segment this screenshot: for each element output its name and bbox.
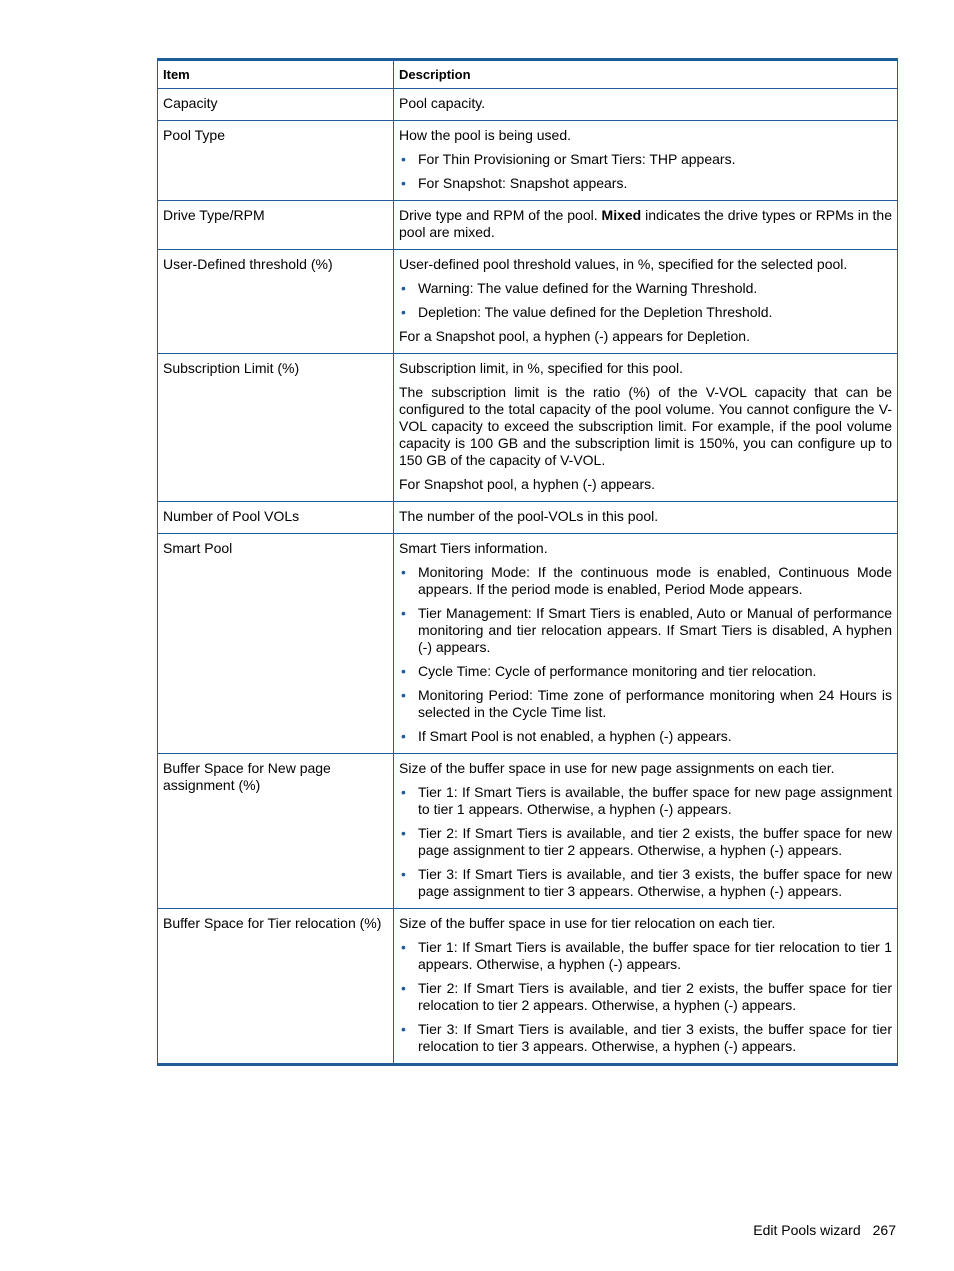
description-paragraph <box>399 95 892 112</box>
row-description-cell <box>394 250 898 354</box>
list-item-text: For Thin Provisioning or Smart Tiers: THP appears. <box>418 151 736 167</box>
list-item <box>401 687 892 721</box>
bullet-icon: • <box>401 825 406 841</box>
page-number: 267 <box>872 1222 896 1238</box>
table-row <box>158 534 898 754</box>
bullet-list <box>399 784 892 900</box>
description-paragraph <box>399 256 892 273</box>
row-item-cell: Subscription Limit (%) <box>158 354 394 502</box>
text-run: User-defined pool threshold values, in %, specified for the selected pool. <box>399 256 848 272</box>
table-row <box>158 502 898 534</box>
bullet-icon: • <box>401 605 406 621</box>
description-paragraph <box>399 760 892 777</box>
list-item <box>401 1021 892 1055</box>
description-paragraph <box>399 207 892 241</box>
list-item <box>401 866 892 900</box>
list-item <box>401 151 892 168</box>
footer-section-title: Edit Pools wizard <box>753 1222 861 1238</box>
row-description-cell <box>394 754 898 909</box>
row-description-cell <box>394 121 898 201</box>
description-paragraph <box>399 384 892 469</box>
text-run: Size of the buffer space in use for tier relocation on each tier. <box>399 915 776 931</box>
text-run: Smart Tiers information. <box>399 540 548 556</box>
row-description-cell <box>394 502 898 534</box>
text-run: How the pool is being used. <box>399 127 571 143</box>
list-item <box>401 663 892 680</box>
row-item-cell: Number of Pool VOLs <box>158 502 394 534</box>
row-item-cell: User-Defined threshold (%) <box>158 250 394 354</box>
table-header-row <box>158 60 898 89</box>
text-run: indicates the drive types or RPMs in the pool are mixed. <box>399 207 893 240</box>
bullet-icon: • <box>401 728 406 744</box>
list-item-text: If Smart Pool is not enabled, a hyphen (-) appears. <box>418 728 732 744</box>
list-item <box>401 784 892 818</box>
list-item-text: Cycle Time: Cycle of performance monitoring and tier relocation. <box>418 663 817 679</box>
table-row <box>158 909 898 1065</box>
text-run: The number of the pool-VOLs in this pool. <box>399 508 659 524</box>
description-paragraph <box>399 540 892 557</box>
list-item <box>401 304 892 321</box>
bullet-icon: • <box>401 663 406 679</box>
table-row <box>158 250 898 354</box>
row-item-cell: Drive Type/RPM <box>158 201 394 250</box>
bullet-list <box>399 151 892 192</box>
text-run: For Snapshot pool, a hyphen (-) appears. <box>399 476 656 492</box>
list-item-text: Tier 3: If Smart Tiers is available, and tier 3 exists, the buffer space for tier relocation to tier 3 appears. Otherwise, a hyphen (-) appears. <box>418 1021 892 1054</box>
text-run: Drive type and RPM of the pool. <box>399 207 602 223</box>
text-run: Size of the buffer space in use for new page assignments on each tier. <box>399 760 835 776</box>
description-paragraph <box>399 360 892 377</box>
list-item <box>401 728 892 745</box>
text-run: Pool capacity. <box>399 95 486 111</box>
table-row <box>158 354 898 502</box>
row-description-cell <box>394 89 898 121</box>
row-item-cell: Capacity <box>158 89 394 121</box>
list-item <box>401 980 892 1014</box>
list-item-text: Tier 1: If Smart Tiers is available, the buffer space for tier relocation to tier 1 appears. Otherwise, a hyphen (-) appears. <box>418 939 892 972</box>
bullet-list <box>399 939 892 1055</box>
list-item <box>401 175 892 192</box>
bullet-icon: • <box>401 564 406 580</box>
bullet-icon: • <box>401 175 406 191</box>
list-item <box>401 280 892 297</box>
row-description-cell <box>394 201 898 250</box>
list-item-text: Monitoring Period: Time zone of performance monitoring when 24 Hours is selected in the Cycle Time list. <box>418 687 892 720</box>
table-row <box>158 121 898 201</box>
list-item-text: Tier Management: If Smart Tiers is enabled, Auto or Manual of performance monitoring and tier relocation appears. If Smart Tiers is disabled, A hyphen (-) appears. <box>418 605 892 655</box>
table-row <box>158 754 898 909</box>
list-item-text: Monitoring Mode: If the continuous mode is enabled, Continuous Mode appears. If the period mode is enabled, Period Mode appears. <box>418 564 892 597</box>
text-run: Subscription limit, in %, specified for this pool. <box>399 360 684 376</box>
list-item-text: Depletion: The value defined for the Depletion Threshold. <box>418 304 773 320</box>
description-paragraph <box>399 508 892 525</box>
list-item <box>401 825 892 859</box>
bullet-icon: • <box>401 866 406 882</box>
text-run: For a Snapshot pool, a hyphen (-) appears for Depletion. <box>399 328 750 344</box>
row-item-cell: Pool Type <box>158 121 394 201</box>
table-row <box>158 89 898 121</box>
text-run: The subscription limit is the ratio (%) of the V-VOL capacity that can be configured to the total capacity of the pool volume. You cannot configure the V-VOL capacity to exceed the subscription limit. For example, if the pool volume capacity is 100 GB and the subscription limit is 150%, you can configure up to 150 GB of the capacity of V-VOL. <box>399 384 892 468</box>
bullet-icon: • <box>401 280 406 296</box>
row-item-cell: Buffer Space for New page assignment (%) <box>158 754 394 909</box>
row-description-cell <box>394 909 898 1065</box>
row-item-cell: Buffer Space for Tier relocation (%) <box>158 909 394 1065</box>
list-item-text: Tier 2: If Smart Tiers is available, and tier 2 exists, the buffer space for tier relocation to tier 2 appears. Otherwise, a hyphen (-) appears. <box>418 980 892 1013</box>
list-item-text: Warning: The value defined for the Warning Threshold. <box>418 280 758 296</box>
list-item-text: Tier 1: If Smart Tiers is available, the buffer space for new page assignment to tier 1 appears. Otherwise, a hyphen (-) appears. <box>418 784 892 817</box>
bullet-list <box>399 564 892 745</box>
description-table <box>157 58 898 1066</box>
bullet-icon: • <box>401 304 406 320</box>
bullet-icon: • <box>401 939 406 955</box>
row-description-cell <box>394 354 898 502</box>
description-paragraph <box>399 476 892 493</box>
list-item <box>401 939 892 973</box>
description-paragraph <box>399 915 892 932</box>
bullet-icon: • <box>401 151 406 167</box>
list-item-text: Tier 2: If Smart Tiers is available, and tier 2 exists, the buffer space for new page assignment to tier 2 appears. Otherwise, a hyphen (-) appears. <box>418 825 892 858</box>
bullet-icon: • <box>401 687 406 703</box>
header-description: Description <box>394 60 898 89</box>
header-item: Item <box>158 60 394 89</box>
table-row <box>158 201 898 250</box>
row-description-cell <box>394 534 898 754</box>
list-item-text: Tier 3: If Smart Tiers is available, and tier 3 exists, the buffer space for new page assignment to tier 3 appears. Otherwise, a hyphen (-) appears. <box>418 866 892 899</box>
row-item-cell: Smart Pool <box>158 534 394 754</box>
bullet-icon: • <box>401 784 406 800</box>
list-item-text: For Snapshot: Snapshot appears. <box>418 175 628 191</box>
list-item <box>401 564 892 598</box>
table-body <box>158 89 898 1065</box>
description-paragraph <box>399 328 892 345</box>
list-item <box>401 605 892 656</box>
bullet-list <box>399 280 892 321</box>
bold-term: Mixed <box>601 207 642 223</box>
description-paragraph <box>399 127 892 144</box>
page-footer <box>753 1222 896 1238</box>
bullet-icon: • <box>401 1021 406 1037</box>
bullet-icon: • <box>401 980 406 996</box>
